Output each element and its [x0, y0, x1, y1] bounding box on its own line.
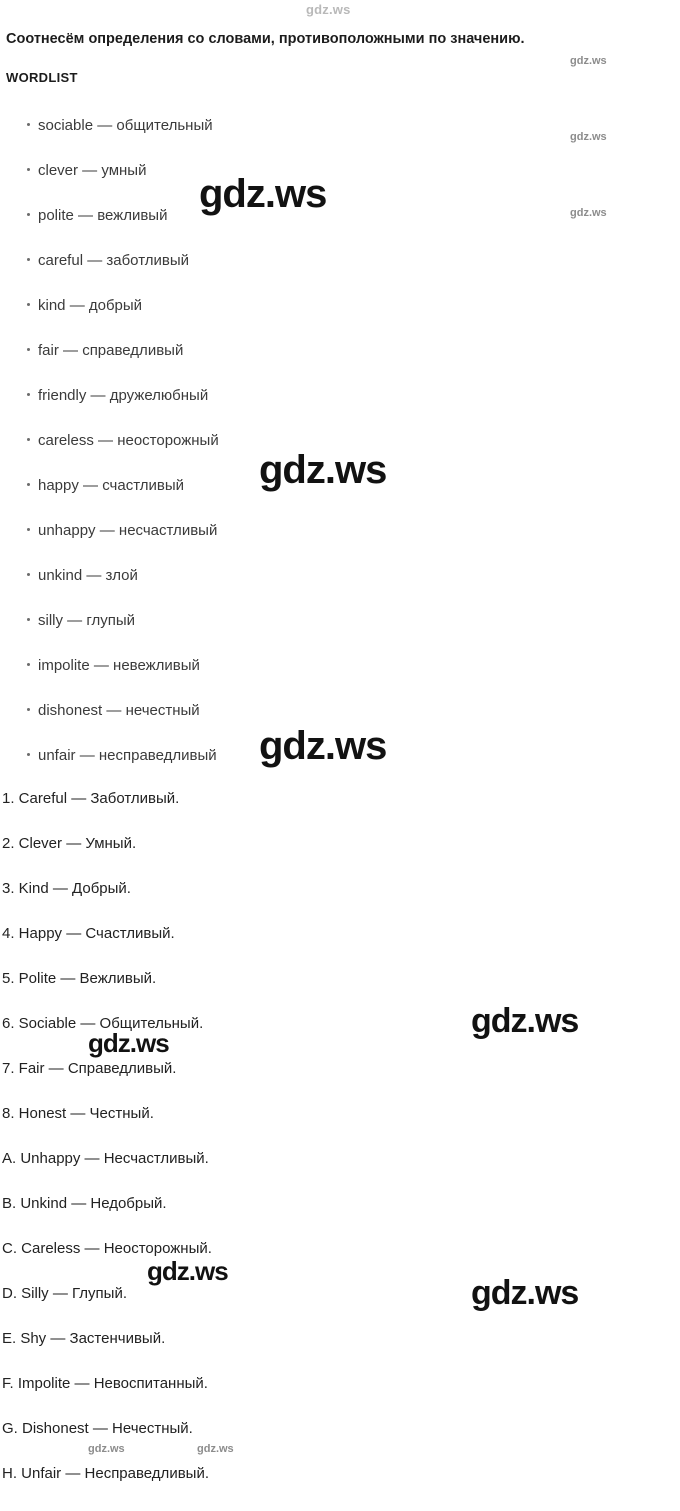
answer-line: 2. Clever — Умный.: [2, 835, 137, 852]
answer-line: A. Unhappy — Несчастливый.: [2, 1150, 209, 1167]
answer-line: 4. Happy — Счастливый.: [2, 925, 175, 942]
wordlist-item-term: clever: [38, 162, 79, 179]
answer-line: H. Unfair — Несправедливый.: [2, 1465, 209, 1482]
wordlist-item-term: unkind: [38, 567, 83, 584]
wordlist-item-dash: —: [102, 702, 126, 719]
answer-line: 5. Polite — Вежливый.: [2, 970, 157, 987]
answer-line: 6. Sociable — Общительный.: [2, 1015, 204, 1032]
wordlist-item-term: fair: [38, 342, 59, 359]
wordlist-item: [6, 478, 506, 523]
wordlist-item: [6, 658, 506, 703]
wordlist-item-dash: —: [89, 657, 114, 674]
wordlist-item-dash: —: [93, 117, 117, 134]
wordlist-item-translation: счастливый: [102, 477, 185, 494]
wordlist: [6, 118, 506, 793]
wordlist-item-dash: —: [82, 567, 106, 584]
wordlist-item: [6, 613, 506, 658]
watermark-small: gdz.ws: [570, 131, 607, 143]
wordlist-item-dash: —: [65, 297, 89, 314]
wordlist-item-translation: несправедливый: [98, 747, 217, 764]
answer-line: 8. Honest — Честный.: [2, 1105, 154, 1122]
wordlist-item-term: friendly: [38, 387, 87, 404]
wordlist-item-dash: —: [63, 612, 87, 629]
wordlist-item-dash: —: [78, 162, 102, 179]
wordlist-item-translation: вежливый: [97, 207, 168, 224]
wordlist-item-translation: добрый: [88, 297, 143, 314]
answer-line: 7. Fair — Справедливый.: [2, 1060, 177, 1077]
wordlist-heading: WORDLIST: [6, 70, 78, 85]
wordlist-item-translation: общительный: [116, 117, 213, 134]
answer-line: G. Dishonest — Нечестный.: [2, 1420, 193, 1437]
answer-line: C. Careless — Неосторожный.: [2, 1240, 212, 1257]
watermark-large: gdz.ws: [147, 1256, 228, 1286]
wordlist-item-dash: —: [75, 747, 99, 764]
wordlist-item-translation: неосторожный: [117, 432, 219, 449]
wordlist-item-translation: дружелюбный: [109, 387, 209, 404]
wordlist-item-term: unfair: [38, 747, 76, 764]
page-title: Соотнесём определения со словами, противоположными по значению.: [6, 31, 525, 47]
answers-list: [0, 791, 600, 1511]
wordlist-item-term: kind: [38, 297, 66, 314]
watermark-large: gdz.ws: [471, 1274, 579, 1312]
wordlist-item-dash: —: [93, 432, 118, 449]
wordlist-item: [6, 523, 506, 568]
watermark-large: gdz.ws: [88, 1028, 169, 1058]
wordlist-item-translation: невежливый: [113, 657, 200, 674]
answer-line: 3. Kind — Добрый.: [2, 880, 131, 897]
wordlist-item-term: careful: [38, 252, 84, 269]
wordlist-item: [6, 343, 506, 388]
wordlist-item: [6, 433, 506, 478]
watermark-large: gdz.ws: [259, 448, 387, 492]
wordlist-item-dash: —: [73, 207, 98, 224]
wordlist-item-translation: злой: [105, 567, 138, 584]
watermark-top: gdz.ws: [306, 2, 351, 17]
watermark-small: gdz.ws: [570, 55, 607, 67]
watermark-large: gdz.ws: [199, 172, 327, 216]
wordlist-item-translation: справедливый: [82, 342, 184, 359]
watermark-large: gdz.ws: [259, 724, 387, 768]
wordlist-item: [6, 748, 506, 793]
wordlist-item-term: dishonest: [38, 702, 103, 719]
wordlist-item-dash: —: [78, 477, 103, 494]
answer-line: F. Impolite — Невоспитанный.: [2, 1375, 208, 1392]
wordlist-item-term: careless: [38, 432, 94, 449]
wordlist-item: [6, 253, 506, 298]
wordlist-item-term: happy: [38, 477, 79, 494]
wordlist-item: [6, 568, 506, 613]
wordlist-item-dash: —: [83, 252, 107, 269]
wordlist-item-translation: несчастливый: [118, 522, 218, 539]
wordlist-item-term: silly: [38, 612, 63, 629]
wordlist-item: [6, 388, 506, 433]
wordlist-item-translation: глупый: [86, 612, 136, 629]
wordlist-item-term: polite: [38, 207, 74, 224]
watermark-large: gdz.ws: [471, 1002, 579, 1040]
answer-line: 1. Careful — Заботливый.: [2, 790, 180, 807]
wordlist-item-dash: —: [86, 387, 110, 404]
answer-line: E. Shy — Застенчивый.: [2, 1330, 166, 1347]
watermark-small: gdz.ws: [570, 207, 607, 219]
wordlist-item-dash: —: [95, 522, 119, 539]
answer-line: D. Silly — Глупый.: [2, 1285, 127, 1302]
answer-line: B. Unkind — Недобрый.: [2, 1195, 167, 1212]
wordlist-item-term: impolite: [38, 657, 90, 674]
wordlist-item-term: unhappy: [38, 522, 96, 539]
watermark-small: gdz.ws: [88, 1443, 125, 1455]
wordlist-item-translation: заботливый: [106, 252, 189, 269]
wordlist-item-dash: —: [58, 342, 83, 359]
watermark-small: gdz.ws: [197, 1443, 234, 1455]
wordlist-item: [6, 703, 506, 748]
wordlist-item: [6, 118, 506, 163]
wordlist-item-translation: нечестный: [125, 702, 200, 719]
wordlist-item-translation: умный: [101, 162, 147, 179]
wordlist-item-term: sociable: [38, 117, 94, 134]
wordlist-item: [6, 298, 506, 343]
